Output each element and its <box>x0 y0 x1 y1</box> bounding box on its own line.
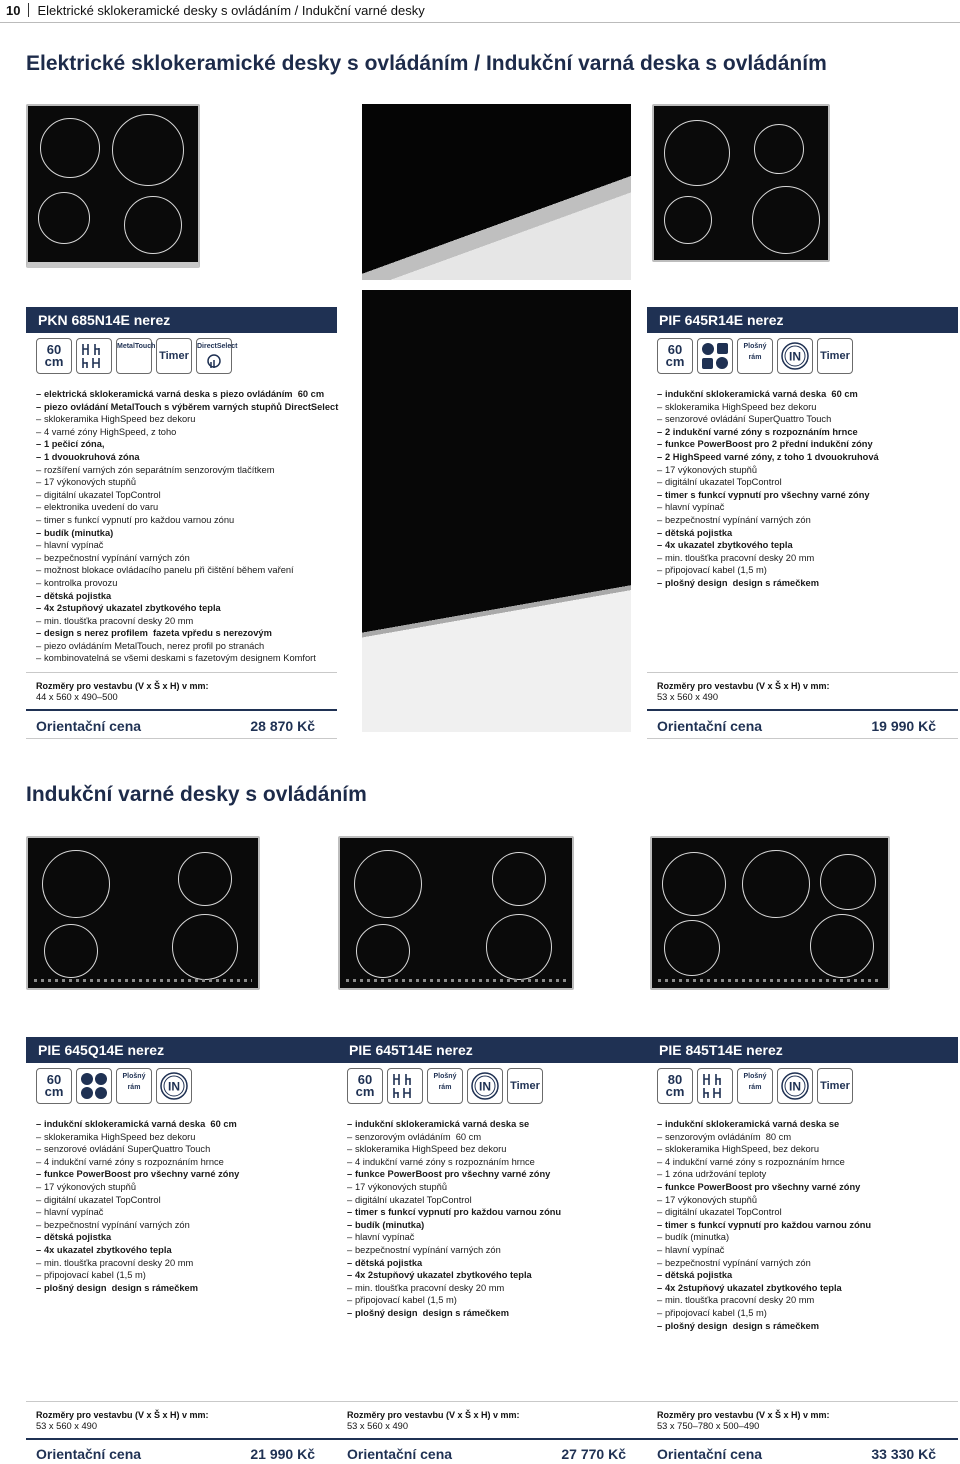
product-bar-pkn: PKN 685N14E nerez <box>26 307 337 333</box>
timer-icon: Timer <box>156 338 192 374</box>
price-label: Orientační cena <box>657 718 763 734</box>
flat-frame-icon: Plošný rám <box>116 1068 152 1104</box>
product-image-pkn <box>26 104 200 268</box>
dims-value: 53 x 560 x 490 <box>36 1421 97 1431</box>
feature-list-pif: – indukční sklokeramická varná deska 60 cm – sklokeramika HighSpeed bez dekoru – senzorové ovládání SuperQuattro Touch – 2 indukční varné zóny s rozpoznáním hrnce – funkce PowerBoost pro 2 přední indukční zóny – 2 HighSpeed varné zóny, z toho 1 dvouokruhová – 17 výkonových stupňů – digitální ukazatel TopControl – timer s funkcí vypnutí pro všechny varné zóny – hlavní vypínač – bezpečnostní vypínání varných zón – dětská pojistka – 4x ukazatel zbytkového tepla – min. tloušťka pracovní desky 20 mm – připojovací kabel (1,5 m) – plošný design design s rámečkem <box>657 388 879 590</box>
divider <box>26 672 337 673</box>
highspeed-zones-icon <box>697 1068 733 1104</box>
dims-value: 53 x 560 x 490 <box>347 1421 408 1431</box>
induction-zones-icon <box>76 1068 112 1104</box>
page-header <box>0 0 960 22</box>
icon-row-q14 <box>36 1068 192 1104</box>
header-separator <box>28 3 29 17</box>
product-image-detail-1 <box>362 104 631 280</box>
page-header-title: Elektrické sklokeramické desky s ovládáním / Indukční varné desky <box>37 3 425 18</box>
svg-text:IN: IN <box>168 1079 180 1094</box>
divider <box>337 1401 648 1402</box>
section-title-1: Elektrické sklokeramické desky s ovládáním / Indukční varná deska s ovládáním <box>26 52 827 75</box>
product-bar-t645: PIE 645T14E nerez <box>337 1037 648 1063</box>
divider <box>26 1401 337 1402</box>
svg-text:IN: IN <box>479 1079 491 1094</box>
icon-row-t645 <box>347 1068 543 1104</box>
metaltouch-icon: MetalTouch <box>116 338 152 374</box>
induction-icon <box>777 338 813 374</box>
product-image-q14 <box>26 836 260 990</box>
icon-row-t845 <box>657 1068 853 1104</box>
size-60cm-icon: 60 cm <box>347 1068 383 1104</box>
size-60cm-icon: 60 cm <box>36 338 72 374</box>
feature-list-t845: – indukční sklokeramická varná deska se – senzorovým ovládáním 80 cm – sklokeramika HighSpeed, bez dekoru – 4 indukční varné zóny s rozpoznáním hrnce – 1 zóna udržování teploty – funkce PowerBoost pro všechny varné zóny – 17 výkonových stupňů – digitální ukazatel TopControl – timer s funkcí vypnutí pro každou varnou zónu – budík (minutka) – hlavní vypínač – bezpečnostní vypínání varných zón – dětská pojistka – 4x 2stupňový ukazatel zbytkového tepla – min. tloušťka pracovní desky 20 mm – připojovací kabel (1,5 m) – plošný design design s rámečkem <box>657 1118 871 1332</box>
svg-text:IN: IN <box>789 349 801 364</box>
divider <box>647 1401 958 1402</box>
price-value: 19 990 Kč <box>871 718 936 734</box>
dims-value: 53 x 560 x 490 <box>657 692 718 702</box>
flat-frame-icon: Plošný rám <box>427 1068 463 1104</box>
price-label: Orientační cena <box>347 1446 453 1462</box>
dims-value: 53 x 750–780 x 500–490 <box>657 1421 760 1431</box>
section-title-2: Indukční varné desky s ovládáním <box>26 783 367 806</box>
feature-list-pkn: – elektrická sklokeramická varná deska s piezo ovládáním 60 cm – piezo ovládání MetalTouch s výběrem varných stupňů DirectSelect – sklokeramika HighSpeed bez dekoru – 4 varné zóny HighSpeed, z toho – 1 pečicí zóna, – 1 dvouokruhová zóna – rozšíření varných zón separátním senzorovým tlačítkem – 17 výkonových stupňů – digitální ukazatel TopControl – elektronika uvedení do varu – timer s funkcí vypnutí pro každou varnou zónu – budík (minutka) – hlavní vypínač – bezpečnostní vypínání varných zón – možnost blokace ovládacího panelu při čištění během vaření – kontrolka provozu – dětská pojistka – 4x 2stupňový ukazatel zbytkového tepla – min. tloušťka pracovní desky 20 mm – design s nerez profilem fazeta vpředu s nerezovým – piezo ovládáním MetalTouch, nerez profil po stranách – kombinovatelná se všemi deskami s fazetovým designem Komfort <box>36 388 338 665</box>
price-value: 27 770 Kč <box>561 1446 626 1462</box>
timer-icon: Timer <box>817 338 853 374</box>
price-value: 28 870 Kč <box>250 718 315 734</box>
product-image-detail-2 <box>362 290 631 732</box>
icon-row-pkn <box>36 338 238 374</box>
product-image-t645 <box>338 836 574 990</box>
induction-icon <box>156 1068 192 1104</box>
product-bar-q14: PIE 645Q14E nerez <box>26 1037 337 1063</box>
header-rule <box>0 22 960 23</box>
divider <box>647 709 958 711</box>
divider <box>26 738 337 739</box>
divider <box>337 1438 648 1440</box>
dims-label: Rozměry pro vestavbu (V x Š x H) v mm: <box>657 1410 830 1420</box>
dims-label: Rozměry pro vestavbu (V x Š x H) v mm: <box>347 1410 520 1420</box>
divider <box>647 1438 958 1440</box>
highspeed-zones-icon <box>76 338 112 374</box>
timer-icon: Timer <box>507 1068 543 1104</box>
product-image-pif <box>652 104 830 262</box>
divider <box>647 738 958 739</box>
product-bar-t845: PIE 845T14E nerez <box>647 1037 958 1063</box>
svg-text:IN: IN <box>789 1079 801 1094</box>
product-image-t845 <box>650 836 890 990</box>
size-60cm-icon: 60 cm <box>657 338 693 374</box>
page-number: 10 <box>6 3 21 18</box>
flat-frame-icon: Plošný rám <box>737 1068 773 1104</box>
feature-list-t645: – indukční sklokeramická varná deska se – senzorovým ovládáním 60 cm – sklokeramika HighSpeed bez dekoru – 4 indukční varné zóny s rozpoznáním hrnce – funkce PowerBoost pro všechny varné zóny – 17 výkonových stupňů – digitální ukazatel TopControl – timer s funkcí vypnutí pro každou varnou zónu – budík (minutka) – hlavní vypínač – bezpečnostní vypínání varných zón – dětská pojistka – 4x 2stupňový ukazatel zbytkového tepla – min. tloušťka pracovní desky 20 mm – připojovací kabel (1,5 m) – plošný design design s rámečkem <box>347 1118 561 1320</box>
timer-icon: Timer <box>817 1068 853 1104</box>
feature-list-q14: – indukční sklokeramická varná deska 60 cm – sklokeramika HighSpeed bez dekoru – senzorové ovládání SuperQuattro Touch – 4 indukční varné zóny s rozpoznáním hrnce – funkce PowerBoost pro všechny varné zóny – 17 výkonových stupňů – digitální ukazatel TopControl – hlavní vypínač – bezpečnostní vypínání varných zón – dětská pojistka – 4x ukazatel zbytkového tepla – min. tloušťka pracovní desky 20 mm – připojovací kabel (1,5 m) – plošný design design s rámečkem <box>36 1118 239 1294</box>
price-value: 21 990 Kč <box>250 1446 315 1462</box>
divider <box>647 672 958 673</box>
highspeed-zones-icon <box>387 1068 423 1104</box>
price-label: Orientační cena <box>657 1446 763 1462</box>
induction-icon <box>467 1068 503 1104</box>
flat-frame-icon: Plošný rám <box>737 338 773 374</box>
price-label: Orientační cena <box>36 1446 142 1462</box>
icon-row-pif <box>657 338 853 374</box>
dims-label: Rozměry pro vestavbu (V x Š x H) v mm: <box>36 681 209 691</box>
size-80cm-icon: 80 cm <box>657 1068 693 1104</box>
dims-value: 44 x 560 x 490–500 <box>36 692 118 702</box>
price-value: 33 330 Kč <box>871 1446 936 1462</box>
divider <box>26 709 337 711</box>
dims-label: Rozměry pro vestavbu (V x Š x H) v mm: <box>36 1410 209 1420</box>
dims-label: Rozměry pro vestavbu (V x Š x H) v mm: <box>657 681 830 691</box>
directselect-icon: DirectSelect <box>196 338 232 374</box>
price-label: Orientační cena <box>36 718 142 734</box>
divider <box>26 1438 337 1440</box>
induction-zones-icon <box>697 338 733 374</box>
size-60cm-icon: 60 cm <box>36 1068 72 1104</box>
product-bar-pif: PIF 645R14E nerez <box>647 307 958 333</box>
induction-icon <box>777 1068 813 1104</box>
